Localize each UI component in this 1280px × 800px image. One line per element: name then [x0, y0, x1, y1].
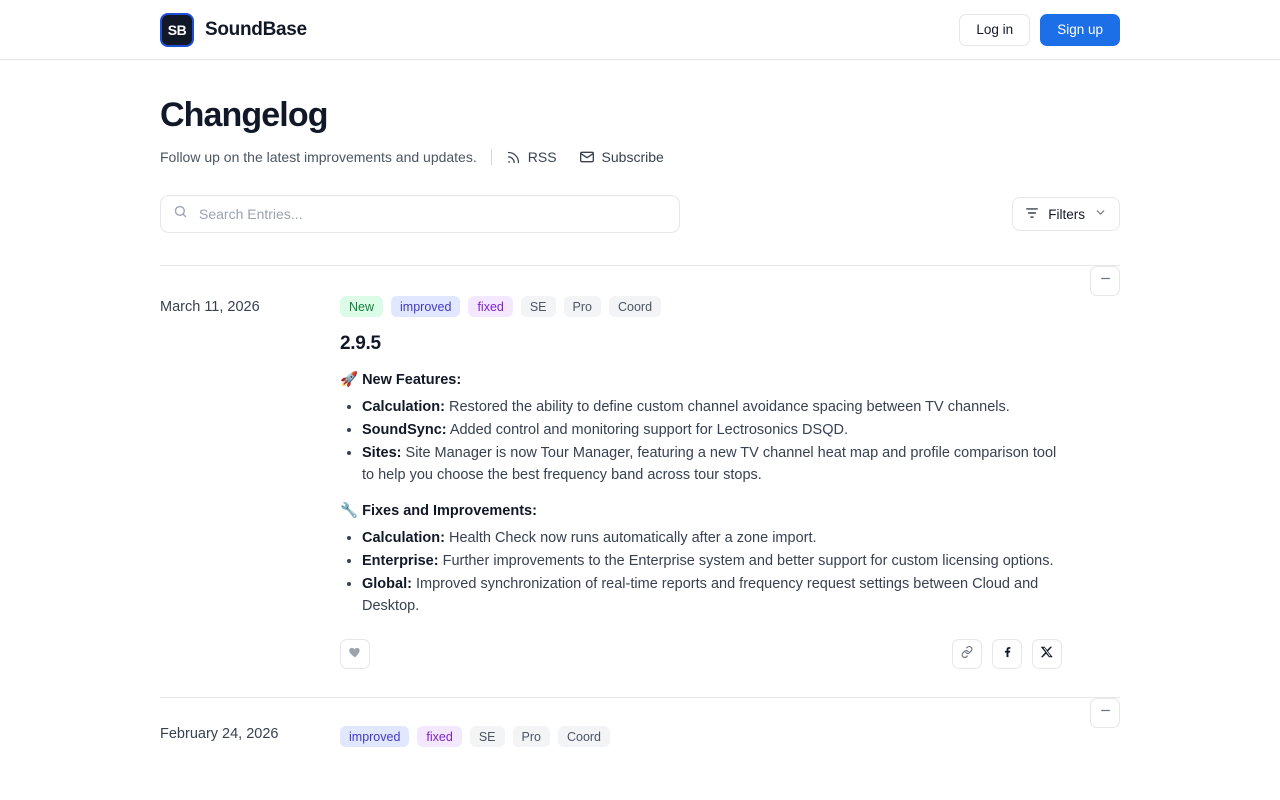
item-text: Site Manager is now Tour Manager, featuring a new TV channel heat map and profile comparison tool to help you choose the best frequency band across tour stops.: [362, 445, 1057, 483]
list-item: [362, 442, 1062, 486]
tag-fixed[interactable]: fixed: [468, 296, 512, 317]
search-input[interactable]: [197, 205, 667, 223]
tag-new[interactable]: New: [340, 296, 383, 317]
entry-tags: [340, 726, 1062, 747]
fixes-heading-text: 🔧 Fixes and Improvements:: [340, 503, 537, 519]
share-x-button[interactable]: [1032, 639, 1062, 669]
filters-button[interactable]: [1012, 197, 1120, 231]
search-box[interactable]: [160, 195, 680, 233]
heart-icon: [348, 645, 362, 664]
page-title: Changelog: [160, 96, 328, 134]
filter-icon: [1025, 206, 1039, 223]
share-facebook-button[interactable]: [992, 639, 1022, 669]
entry-body: [340, 296, 1062, 669]
tag-se[interactable]: SE: [470, 726, 505, 747]
minus-icon: [1099, 272, 1112, 290]
item-text: Further improvements to the Enterprise system and better support for custom licensing options.: [438, 553, 1054, 569]
item-label: Global:: [362, 576, 412, 592]
entry-tags: [340, 296, 1062, 317]
list-item: [362, 550, 1062, 572]
list-item: [362, 396, 1062, 418]
item-label: Calculation:: [362, 530, 445, 546]
item-text: Improved synchronization of real-time reports and frequency request settings between Cloud and Desktop.: [362, 576, 1039, 614]
subscribe-link[interactable]: [579, 149, 664, 165]
rss-label: RSS: [527, 149, 557, 165]
item-label: Sites:: [362, 445, 402, 461]
mail-icon: [579, 149, 595, 165]
login-button[interactable]: Log in: [959, 14, 1030, 46]
list-item: [362, 527, 1062, 549]
search-row: [160, 195, 1120, 233]
signup-button[interactable]: Sign up: [1040, 14, 1120, 46]
search-icon: [173, 204, 188, 224]
collapse-entry-button[interactable]: [1090, 698, 1120, 728]
changelog-entry-next: [160, 698, 1120, 747]
tag-coord[interactable]: Coord: [558, 726, 610, 747]
entry-footer: [340, 639, 1062, 669]
filters-label: Filters: [1048, 206, 1085, 222]
fixes-heading: [340, 502, 1062, 519]
list-item: [362, 419, 1062, 441]
brand-name: SoundBase: [205, 18, 307, 40]
entry-body: [340, 726, 1062, 747]
share-group: [952, 639, 1062, 669]
changelog-entry: [160, 266, 1120, 669]
entry-date: March 11, 2026: [160, 299, 260, 315]
tag-se[interactable]: SE: [521, 296, 556, 317]
copy-link-button[interactable]: [952, 639, 982, 669]
like-button[interactable]: [340, 639, 370, 669]
tag-coord[interactable]: Coord: [609, 296, 661, 317]
facebook-icon: [1000, 644, 1015, 664]
new-features-heading-text: 🚀 New Features:: [340, 372, 462, 388]
x-twitter-icon: [1040, 645, 1054, 664]
entry-version: 2.9.5: [340, 333, 381, 354]
fixes-list: [340, 527, 1062, 617]
item-label: Calculation:: [362, 399, 445, 415]
vertical-divider: [491, 149, 492, 165]
item-text: Health Check now runs automatically after a zone import.: [444, 530, 817, 546]
page-subheader: [160, 149, 1120, 165]
soundbase-logo-icon: SB: [160, 13, 194, 47]
item-text: Added control and monitoring support for Lectrosonics DSQD.: [446, 422, 848, 438]
subscribe-label: Subscribe: [601, 149, 664, 165]
tag-pro[interactable]: Pro: [564, 296, 601, 317]
tag-improved[interactable]: improved: [391, 296, 460, 317]
entry-date: February 24, 2026: [160, 726, 279, 742]
minus-icon: [1099, 704, 1112, 722]
tag-fixed[interactable]: fixed: [417, 726, 461, 747]
site-header: [0, 0, 1280, 60]
item-text: Restored the ability to define custom channel avoidance spacing between TV channels.: [444, 399, 1010, 415]
link-icon: [960, 645, 974, 664]
new-features-list: [340, 396, 1062, 486]
page-content: [0, 96, 1280, 747]
new-features-heading: [340, 371, 1062, 388]
page-subtitle: Follow up on the latest improvements and updates.: [160, 149, 477, 165]
brand[interactable]: [160, 13, 307, 47]
list-item: [362, 573, 1062, 617]
header-actions: [959, 14, 1120, 46]
item-label: Enterprise:: [362, 553, 439, 569]
item-label: SoundSync:: [362, 422, 447, 438]
tag-pro[interactable]: Pro: [513, 726, 550, 747]
tag-improved[interactable]: improved: [340, 726, 409, 747]
collapse-entry-button[interactable]: [1090, 266, 1120, 296]
chevron-down-icon: [1094, 206, 1107, 222]
rss-link[interactable]: [506, 149, 557, 165]
rss-icon: [506, 150, 521, 165]
